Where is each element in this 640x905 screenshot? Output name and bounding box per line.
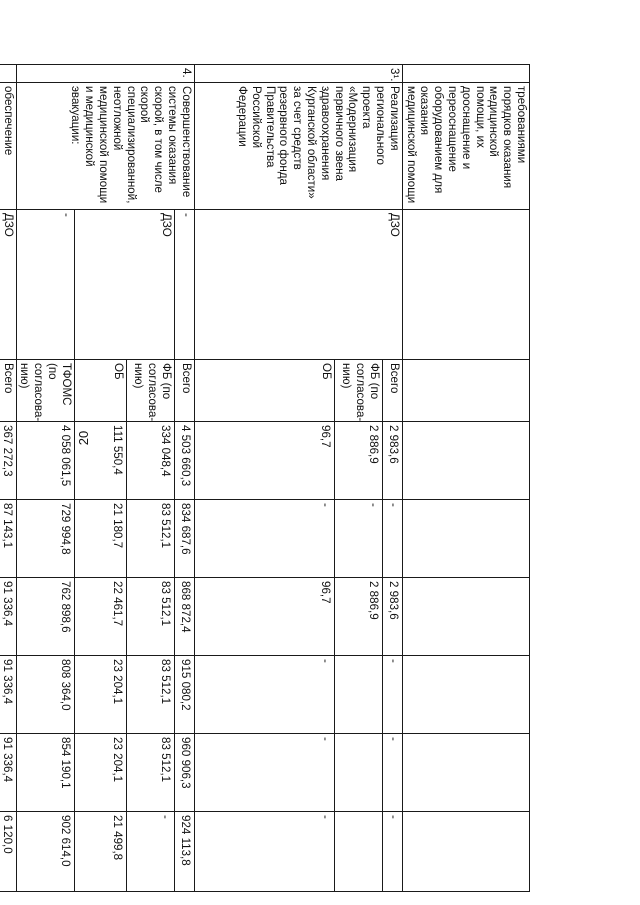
value-year: 83 512,1	[126, 734, 174, 812]
executor: -	[16, 210, 74, 360]
value-year: 96,7	[194, 578, 334, 656]
table-row	[174, 65, 194, 892]
table-row	[0, 65, 16, 892]
budget-table	[0, 64, 530, 892]
value-year: -	[194, 656, 334, 734]
value-total: 4 503 660,3	[174, 422, 194, 500]
value-year: -	[382, 734, 402, 812]
executor: ДЗО	[0, 210, 16, 360]
value-year: 83 512,1	[126, 500, 174, 578]
value-total: 334 048,4	[126, 422, 174, 500]
value-total: 2 886,9	[334, 422, 382, 500]
activity-name: Реализация регионального проекта «Модернизация первичного звена здравоохранения Курганской области» за счет средств резервного фонда Правительства Российской Федерации	[194, 83, 402, 210]
activity-name: требованиями порядков оказания медицинской помощи, их дооснащение и переоснащение оборудованием для оказания медицинской помощи	[402, 83, 529, 210]
value-year: 915 080,2	[174, 656, 194, 734]
value-year: 868 872,4	[174, 578, 194, 656]
value-year	[402, 734, 529, 812]
value-year	[402, 656, 529, 734]
value-year: 808 364,0	[16, 656, 74, 734]
value-year: 83 512,1	[126, 578, 174, 656]
value-year: -	[194, 734, 334, 812]
funding-source: ФБ (по согласова- нию)	[334, 360, 382, 422]
value-year: -	[194, 500, 334, 578]
funding-source: Всего	[0, 360, 16, 422]
value-year	[402, 578, 529, 656]
value-year: -	[382, 656, 402, 734]
value-year: 23 204,1	[74, 656, 126, 734]
value-year	[334, 812, 382, 892]
value-year	[402, 500, 529, 578]
activity-name: Совершенствование системы оказания скорой, в том числе скорой специализированной, неотложной медицинской помощи и медицинской эвакуации:	[16, 83, 194, 210]
funding-source: ОБ	[74, 360, 126, 422]
value-year: 83 512,1	[126, 656, 174, 734]
table-row	[382, 65, 402, 892]
value-year: 87 143,1	[0, 500, 16, 578]
value-year: 729 994,8	[16, 500, 74, 578]
value-total: 4 058 061,5	[16, 422, 74, 500]
row-number: 3¹.	[194, 65, 402, 83]
value-total: 96,7	[194, 422, 334, 500]
value-total: 111 550,4	[74, 422, 126, 500]
funding-source: ОБ	[194, 360, 334, 422]
value-year: 2 886,9	[334, 578, 382, 656]
value-year: 23 204,1	[74, 734, 126, 812]
row-number	[0, 65, 16, 83]
executor	[402, 210, 529, 360]
executor: ДЗО	[74, 210, 174, 360]
value-year: 91 336,4	[0, 578, 16, 656]
funding-source: ФБ (по согласова- нию)	[126, 360, 174, 422]
value-year: -	[382, 812, 402, 892]
value-total: 367 272,3	[0, 422, 16, 500]
value-year	[334, 656, 382, 734]
row-number: 4.	[16, 65, 194, 83]
value-year: 902 614,0	[16, 812, 74, 892]
value-year: -	[126, 812, 174, 892]
value-year: 6 120,0	[0, 812, 16, 892]
value-total: 2 983,6	[382, 422, 402, 500]
page-number: 20	[76, 430, 91, 446]
value-year	[402, 812, 529, 892]
value-year: 762 898,6	[16, 578, 74, 656]
table-row	[402, 65, 529, 892]
value-total	[402, 422, 529, 500]
activity-name: обеспечение	[0, 83, 16, 210]
executor: ДЗО	[194, 210, 402, 360]
value-year: 91 336,4	[0, 656, 16, 734]
funding-source	[402, 360, 529, 422]
value-year: 91 336,4	[0, 734, 16, 812]
value-year: 834 687,6	[174, 500, 194, 578]
row-number	[402, 65, 529, 83]
value-year: 2 983,6	[382, 578, 402, 656]
value-year: 21 180,7	[74, 500, 126, 578]
value-year: 854 190,1	[16, 734, 74, 812]
value-year: -	[194, 812, 334, 892]
funding-source: Всего	[382, 360, 402, 422]
funding-source: Всего	[174, 360, 194, 422]
value-year: -	[382, 500, 402, 578]
value-year: 960 906,3	[174, 734, 194, 812]
value-year: 22 461,7	[74, 578, 126, 656]
value-year: 924 113,8	[174, 812, 194, 892]
value-year: -	[334, 500, 382, 578]
value-year: 21 499,8	[74, 812, 126, 892]
value-year	[334, 734, 382, 812]
executor: -	[174, 210, 194, 360]
funding-source: ТФОМС (по согласова- нию)	[16, 360, 74, 422]
